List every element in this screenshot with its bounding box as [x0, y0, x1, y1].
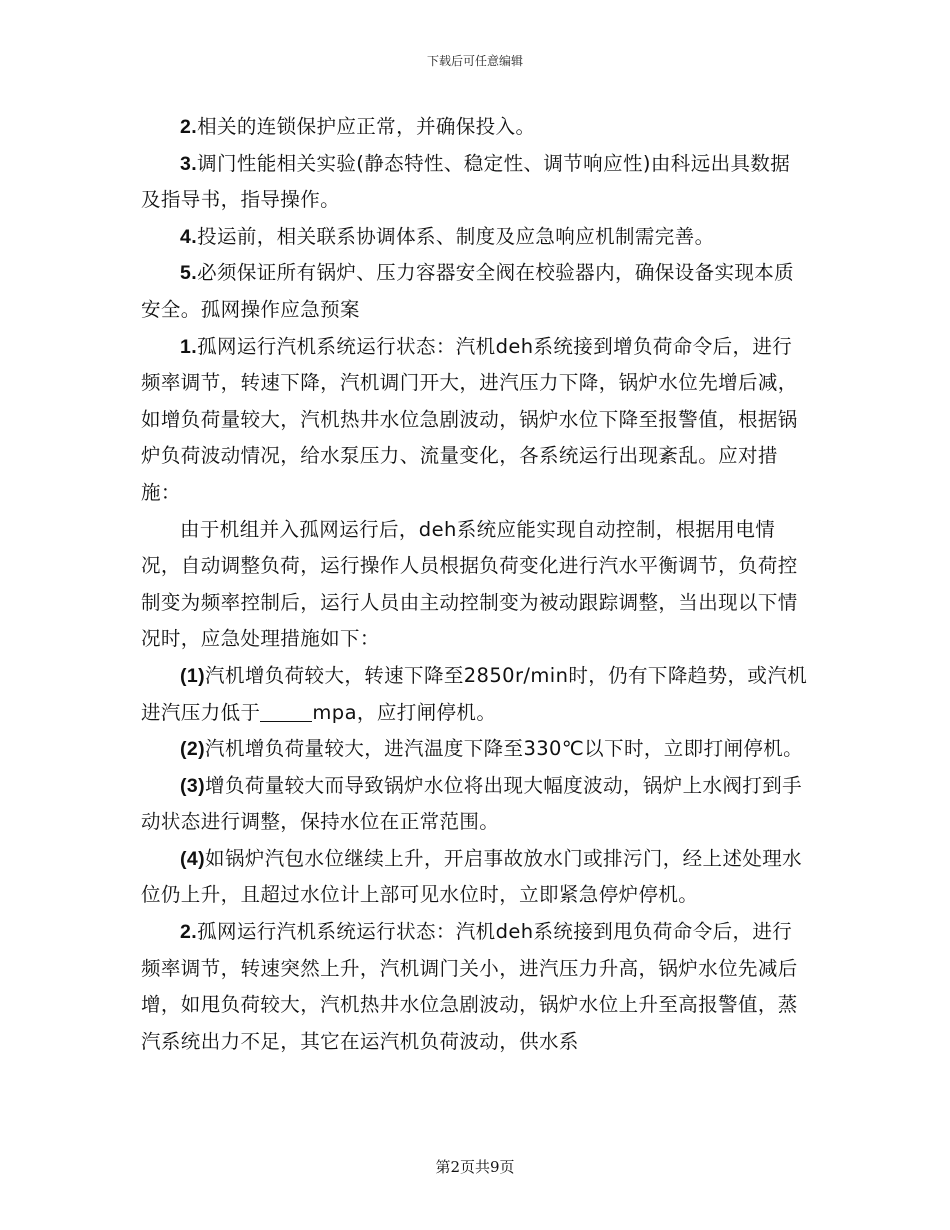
page-header: 下载后可任意编辑: [426, 54, 523, 68]
item-number: (3): [180, 774, 206, 797]
item-number: 1.: [180, 335, 198, 358]
item-number: 5.: [180, 262, 198, 285]
paragraph: [141, 731, 809, 768]
item-number: 3.: [180, 152, 198, 175]
paragraph-text: 投运前，相关联系协调体系、制度及应急响应机制需完善。: [197, 224, 715, 248]
paragraph-text: 汽机增负荷较大，转速下降至2850r/min时，仍有下降趋势，或汽机进汽压力低于: [141, 663, 808, 724]
paragraph: [141, 146, 809, 219]
page-footer: 第2页共9页: [435, 1158, 515, 1176]
item-number: 4.: [180, 225, 198, 248]
paragraph-text: 汽机增负荷量较大，进汽温度下降至330℃以下时，立即打闸停机。: [205, 737, 804, 761]
paragraph: [141, 219, 809, 256]
paragraph-text: 由于机组并入孤网运行后，deh系统应能实现自动控制，根据用电情况，自动调整负荷，运行操作人员根据负荷变化进行汽水平衡调节，负荷控制变为频率控制后，运行人员由主动控制变为被动跟踪调整，当出现以下情况时，应急处理措施如下：: [141, 517, 798, 651]
item-number: 2.: [180, 116, 198, 138]
document-body: [141, 109, 809, 1060]
item-number: (1): [180, 664, 206, 687]
item-number: (4): [180, 847, 206, 870]
paragraph: [141, 255, 809, 328]
paragraph: [141, 914, 809, 1060]
paragraph: [141, 512, 809, 658]
item-number: (2): [180, 738, 206, 761]
paragraph-text: 相关的连锁保护应正常，并确保投入。: [197, 115, 536, 138]
paragraph-text: 孤网运行汽机系统运行状态：汽机deh系统接到甩负荷命令后，进行频率调节，转速突然上升，汽机调门关小，进汽压力升高，锅炉水位先减后增，如甩负荷较大，汽机热井水位急剧波动，锅炉水位上升至高报警值，蒸汽系统出力不足，其它在运汽机负荷波动，供水系: [141, 920, 798, 1053]
paragraph: [141, 768, 809, 841]
paragraph-text: 孤网运行汽机系统运行状态：汽机deh系统接到增负荷命令后，进行频率调节，转速下降，汽机调门开大，进汽压力下降，锅炉水位先增后减，如增负荷量较大，汽机热井水位急剧波动，锅炉水位下降至报警值，根据锅炉负荷波动情况，给水泵压力、流量变化，各系统运行出现紊乱。应对措施：: [141, 334, 798, 504]
paragraph-text: 如锅炉汽包水位继续上升，开启事故放水门或排污门，经上述处理水位仍上升，且超过水位计上部可见水位时，立即紧急停炉停机。: [141, 846, 803, 907]
paragraph-text: mpa，应打闸停机。: [312, 700, 497, 724]
paragraph: [141, 841, 809, 914]
paragraph: [141, 329, 809, 512]
paragraph: [141, 658, 809, 731]
fill-in-blank: [260, 703, 312, 722]
paragraph: [141, 109, 809, 146]
paragraph-text: 调门性能相关实验(静态特性、稳定性、调节响应性)由科远出具数据及指导书，指导操作。: [141, 151, 791, 212]
item-number: 2.: [180, 921, 198, 944]
paragraph-text: 必须保证所有锅炉、压力容器安全阀在校验器内，确保设备实现本质安全。孤网操作应急预案: [141, 261, 795, 321]
paragraph-text: 增负荷量较大而导致锅炉水位将出现大幅度波动，锅炉上水阀打到手动状态进行调整，保持水位在正常范围。: [141, 773, 803, 834]
